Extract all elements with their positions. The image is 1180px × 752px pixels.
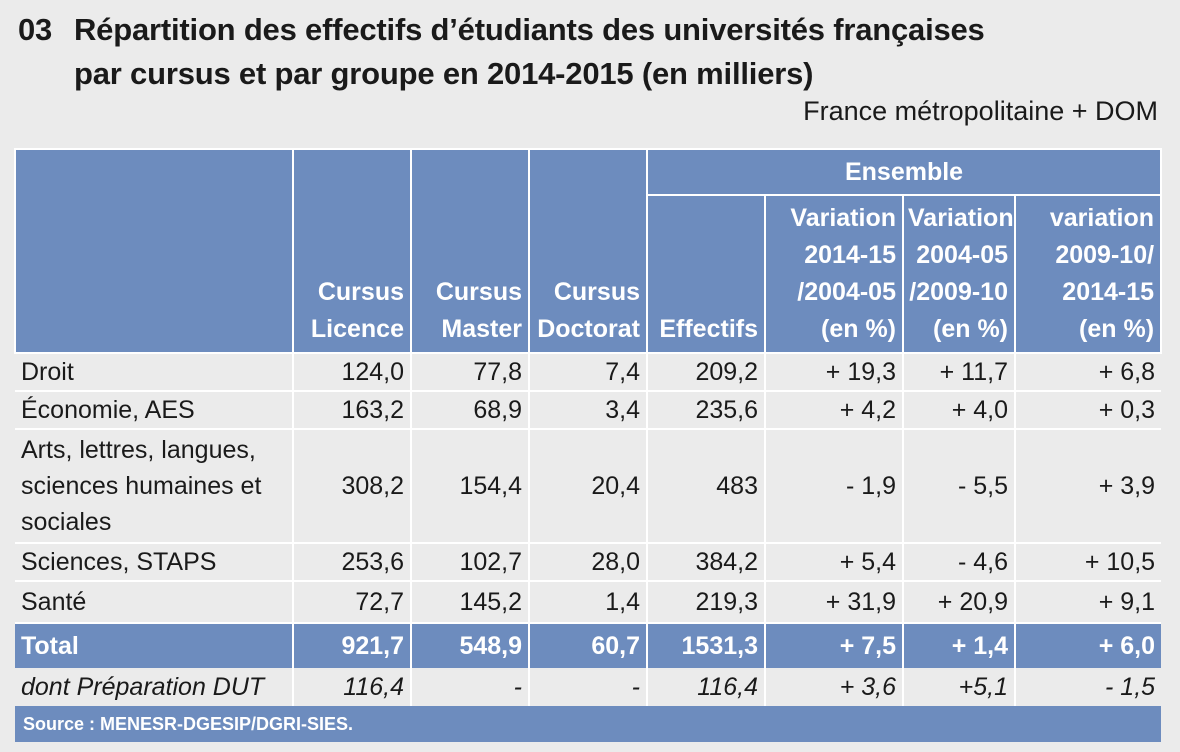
table-row: [15, 391, 1161, 429]
cell: 163,2: [293, 391, 411, 429]
cell: + 20,9: [903, 581, 1015, 623]
dut-label: dont Préparation DUT: [15, 668, 293, 706]
cell: 1,4: [529, 581, 647, 623]
header-effectifs: Effectifs: [647, 195, 765, 353]
title-line-1: [18, 8, 1168, 52]
dut-cell: +5,1: [903, 668, 1015, 706]
total-row: [15, 623, 1161, 668]
cell: 102,7: [411, 543, 529, 581]
dut-cell: - 1,5: [1015, 668, 1161, 706]
total-cell: 548,9: [411, 623, 529, 668]
cell: + 6,8: [1015, 353, 1161, 391]
cell: 308,2: [293, 429, 411, 543]
cell: 77,8: [411, 353, 529, 391]
cell: 235,6: [647, 391, 765, 429]
cell: + 0,3: [1015, 391, 1161, 429]
header-ensemble: Ensemble: [647, 149, 1161, 195]
table-row: [15, 429, 1161, 543]
row-label: Santé: [15, 581, 293, 623]
cell: 124,0: [293, 353, 411, 391]
cell: + 5,4: [765, 543, 903, 581]
row-label: Droit: [15, 353, 293, 391]
data-table: [14, 148, 1162, 742]
cell: 28,0: [529, 543, 647, 581]
cell: 72,7: [293, 581, 411, 623]
title-text-2: par cursus et par groupe en 2014-2015 (en milliers): [74, 56, 814, 91]
figure-number: 03: [18, 12, 53, 47]
table-row: [15, 543, 1161, 581]
cell: + 4,2: [765, 391, 903, 429]
cell: + 11,7: [903, 353, 1015, 391]
total-cell: 921,7: [293, 623, 411, 668]
dut-row: [15, 668, 1161, 706]
table-row: [15, 581, 1161, 623]
header-licence: Cursus Licence: [293, 149, 411, 353]
header-variation-1: Variation 2014-15 /2004-05 (en %): [765, 195, 903, 353]
cell: 253,6: [293, 543, 411, 581]
geo-note: France métropolitaine + DOM: [803, 96, 1158, 126]
source-row: [15, 706, 1161, 742]
cell: + 9,1: [1015, 581, 1161, 623]
cell: + 4,0: [903, 391, 1015, 429]
cell: 154,4: [411, 429, 529, 543]
total-cell: 1531,3: [647, 623, 765, 668]
row-label: Arts, lettres, langues, sciences humaines et sociales: [15, 429, 293, 543]
cell: 219,3: [647, 581, 765, 623]
dut-cell: -: [529, 668, 647, 706]
title-line-2: [18, 52, 1168, 96]
row-label: Économie, AES: [15, 391, 293, 429]
header-blank: [15, 149, 293, 353]
cell: 68,9: [411, 391, 529, 429]
dut-cell: + 3,6: [765, 668, 903, 706]
cell: 20,4: [529, 429, 647, 543]
total-cell: 60,7: [529, 623, 647, 668]
cell: - 4,6: [903, 543, 1015, 581]
dut-cell: 116,4: [293, 668, 411, 706]
header-variation-2: Variation 2004-05 /2009-10 (en %): [903, 195, 1015, 353]
dut-cell: -: [411, 668, 529, 706]
total-cell: + 1,4: [903, 623, 1015, 668]
header-variation-3: variation 2009-10/ 2014-15 (en %): [1015, 195, 1161, 353]
table-row: [15, 353, 1161, 391]
source-note: Source : MENESR-DGESIP/DGRI-SIES.: [15, 706, 1161, 742]
header-row-1: [15, 149, 1161, 195]
cell: 384,2: [647, 543, 765, 581]
cell: 145,2: [411, 581, 529, 623]
total-cell: + 7,5: [765, 623, 903, 668]
cell: + 19,3: [765, 353, 903, 391]
header-doctorat: Cursus Doctorat: [529, 149, 647, 353]
cell: 7,4: [529, 353, 647, 391]
total-cell: + 6,0: [1015, 623, 1161, 668]
cell: - 5,5: [903, 429, 1015, 543]
title-block: [18, 8, 1168, 96]
dut-cell: 116,4: [647, 668, 765, 706]
cell: 209,2: [647, 353, 765, 391]
cell: 483: [647, 429, 765, 543]
title-text-1: Répartition des effectifs d’étudiants des universités françaises: [74, 12, 985, 47]
cell: 3,4: [529, 391, 647, 429]
cell: - 1,9: [765, 429, 903, 543]
cell: + 10,5: [1015, 543, 1161, 581]
cell: + 31,9: [765, 581, 903, 623]
header-master: Cursus Master: [411, 149, 529, 353]
row-label: Sciences, STAPS: [15, 543, 293, 581]
cell: + 3,9: [1015, 429, 1161, 543]
total-label: Total: [15, 623, 293, 668]
